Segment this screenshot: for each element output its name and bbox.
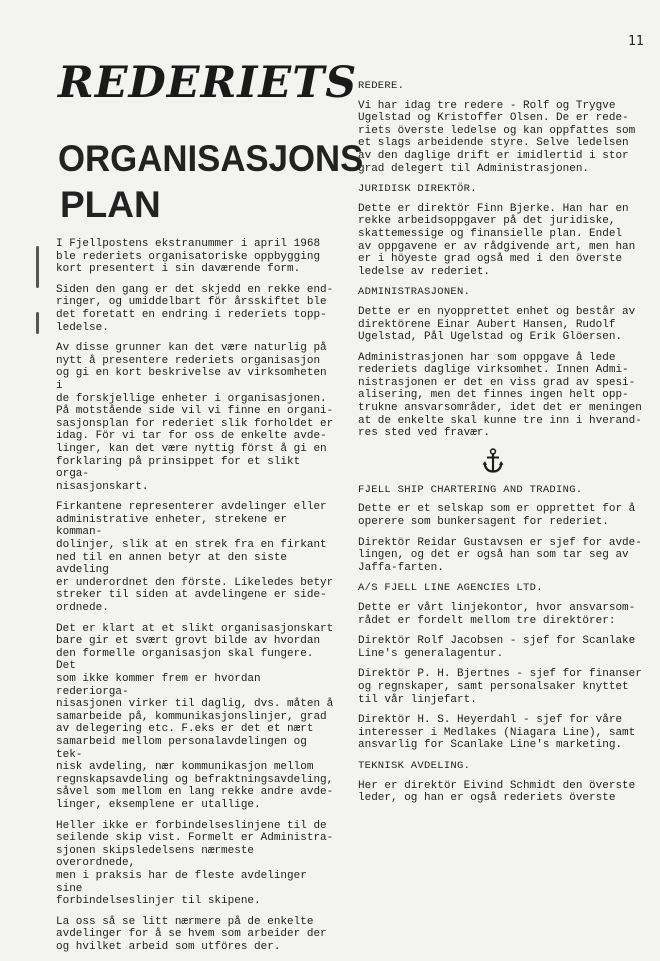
anchor-icon	[482, 448, 504, 474]
chartering-paragraph-2: Direktör Reidar Gustavsen er sjef for avde- lingen, og det er også han som tar seg av Jaffa-farten.	[358, 536, 642, 574]
section-heading-redere: REDERE.	[358, 80, 405, 92]
juridisk-paragraph: Dette er direktör Finn Bjerke. Han har en rekke arbeidsoppgaver på det juridiske, skattemessige og finansielle plan. Endel av oppgavene er av rådgivende art, men han er i höyeste grad også med i den överste ledelse av rederiet.	[358, 202, 636, 278]
administrasjonen-paragraph-1: Dette er en nyopprettet enhet og består av direktörene Einar Aubert Hansen, Rudolf Ugelstad, Pål Ugelstad og Erik Glöersen.	[358, 305, 636, 344]
agencies-paragraph-4: Direktör H. S. Heyerdahl - sjef for våre interesser i Medlakes (Niagara Line), samt ansvarlig for Scanlake Line's marketing.	[358, 714, 636, 752]
section-heading-administrasjonen: ADMINISTRASJONEN.	[358, 286, 471, 299]
cooperation-paragraph: Det er klart at et slikt organisasjonskart bare gir et svært grovt bilde av hvordan den formelle organisasjon skal fungere. Det som ikke kommer frem er hvordan rederiorga- nisasjonen virker til daglig, dvs. måten å samarbeide på, kommunikasjonslinjer, grad av delegering etc. F.eks er det et nært samarbeid mellom personalavdelingen og tek- nisk avdeling, nær kommunikasjon mellom regnskapsavdeling og befraktningsavdeling, såvel som mellom en lang rekke andre avde- linger, eksemplene er utallige.	[56, 622, 334, 811]
closing-paragraph: La oss så se litt nærmere på de enkelte avdelinger for å se hvem som arbeider der og hvilket arbeid som utföres der.	[56, 915, 327, 953]
section-heading-fjell-line-agencies: A/S FJELL LINE AGENCIES LTD.	[358, 582, 543, 595]
agencies-paragraph-3: Direktör P. H. Bjertnes - sjef for finanser og regnskaper, samt personalsaker knyttet til vår linjefart.	[358, 668, 642, 706]
redere-paragraph: Vi har idag tre redere - Rolf og Trygve Ugelstad og Kristoffer Olsen. De er rede- riets överste ledelse og kan oppfattes som et slags arbeidende styre. Selve ledelsen av den daglige drift er imidlertid i stor grad delegert til Administrasjonen.	[358, 99, 636, 175]
agencies-paragraph-2: Direktör Rolf Jacobsen - sjef for Scanlake Line's generalagentur.	[358, 635, 636, 660]
changes-paragraph: Siden den gang er det skjedd en rekke end- ringer, og umiddelbart för årsskiftet ble det foretatt en endring i rederiets topp- ledelse.	[56, 283, 334, 334]
ships-paragraph: Heller ikke er forbindelseslinjene til de seilende skip vist. Formelt er Administra- sjonen skipsledelsens nærmeste overordnede, men i praksis har de fleste avdelinger sine forbindelseslinjer til skipene.	[56, 819, 334, 908]
title-plan: PLAN	[60, 184, 161, 225]
chartering-paragraph-1: Dette er et selskap som er opprettet for å operere som bunkersagent for rederiet.	[358, 503, 636, 529]
title-rederiets: REDERIETS	[58, 58, 358, 108]
section-heading-juridisk: JURIDISK DIREKTÖR.	[358, 183, 477, 196]
administrasjonen-paragraph-2: Administrasjonen har som oppgave å lede rederiets daglige virksomhet. Innen Admi- nistrasjonen er det en viss grad av spesi- alisering, men det finnes ingen helt opp- trukne ansvarsområder, idet det er meningen at de enkelte skal kunne tre inn i hverand- res sted ved fravær.	[358, 351, 642, 440]
title-organisasjons: ORGANISASJONS	[58, 138, 364, 179]
binding-mark-bottom	[36, 312, 39, 334]
page-number: 11	[628, 34, 644, 49]
right-column	[358, 80, 644, 813]
purpose-paragraph: Av disse grunner kan det være naturlig på nytt å presentere rederiets organisasjon og gi en kort beskrivelse av virksomheten i de forskjellige enheter i organisasjonen. På motstående side vil vi finne en organi- sasjonsplan for rederiet slik forholdet er idag. För vi tar for oss de enkelte avde- linger, kan det være nyttig först å gi en forklaring på prinsippet for et slikt orga- nisasjonskart.	[56, 342, 334, 493]
chart-explanation-paragraph: Firkantene representerer avdelinger eller administrative enheter, strekene er komman- dolinjer, slik at en strek fra en firkant ned til en annen betyr at den siste avdeling er underordnet den förste. Likeledes betyr streker til siden at avdelingene er side- ordnede.	[56, 501, 334, 615]
section-heading-fjell-ship-chartering: FJELL SHIP CHARTERING AND TRADING.	[358, 483, 583, 496]
intro-paragraph: I Fjellpostens ekstranummer i april 1968 ble rederiets organisatoriske oppbygging kort presentert i sin daværende form.	[56, 238, 321, 276]
section-heading-teknisk: TEKNISK AVDELING.	[358, 759, 471, 772]
left-column	[56, 238, 336, 961]
teknisk-paragraph: Her er direktör Eivind Schmidt den överste leder, og han er også rederiets överste	[358, 779, 636, 805]
binding-mark-top	[36, 246, 39, 288]
agencies-paragraph-1: Dette er vårt linjekontor, hvor ansvarsom- rådet er fordelt mellom tre direktörer:	[358, 602, 636, 627]
